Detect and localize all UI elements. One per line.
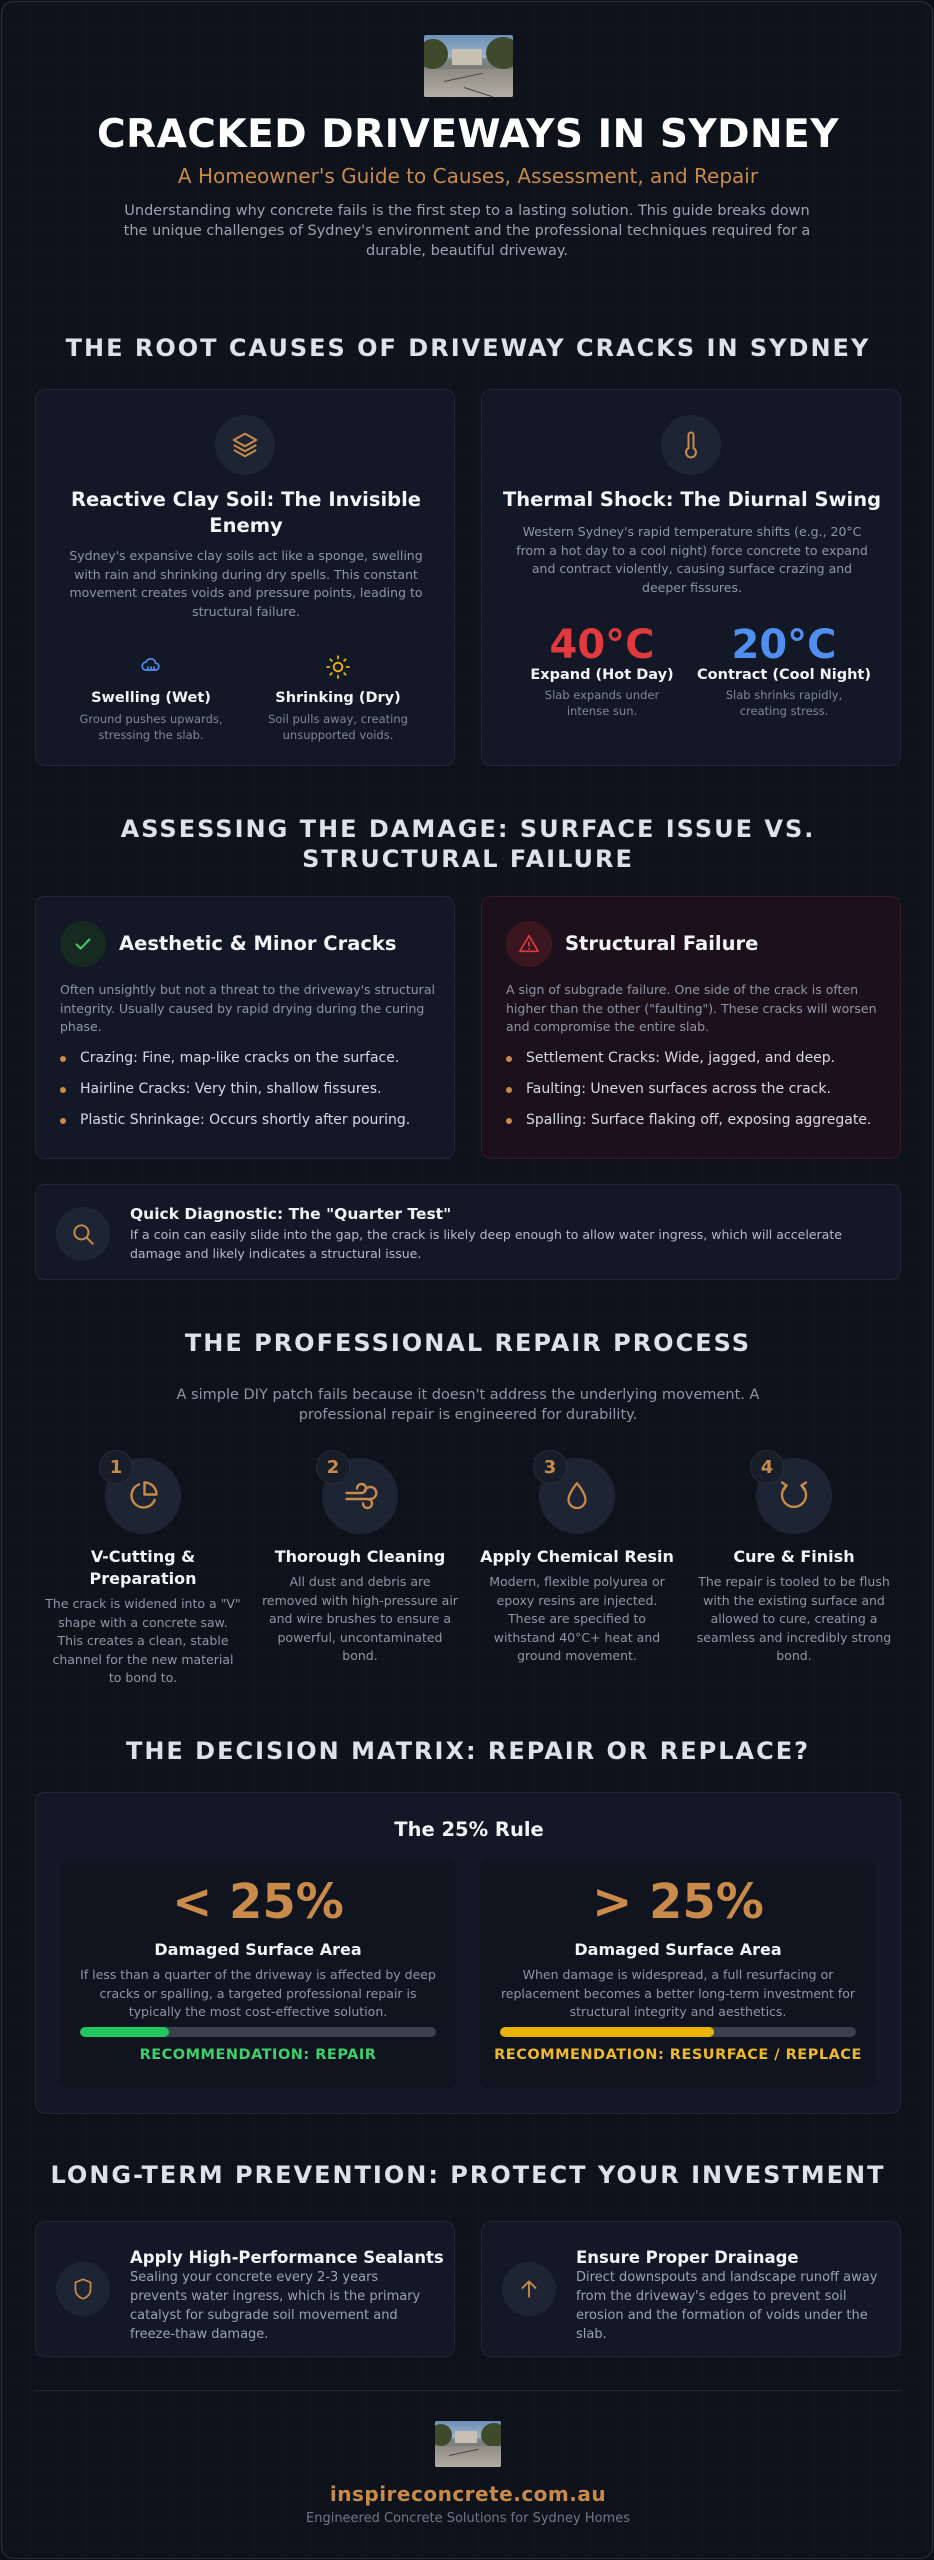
driveway-photo [424, 35, 513, 97]
prevention-section-title: LONG-TERM PREVENTION: PROTECT YOUR INVESTMENT [50, 2161, 886, 2189]
step-text: All dust and debris are removed with high-pressure air and wire brushes to ensure a powerful, uncontaminated bond. [262, 1574, 458, 1663]
repair-step-2 [252, 1450, 468, 1680]
process-section-title: THE PROFESSIONAL REPAIR PROCESS [184, 1329, 752, 1357]
process-intro: A simple DIY patch fails because it doesn't address the underlying movement. A professional repair is engineered for durability. [176, 1387, 760, 1423]
decision-matrix-card [35, 1792, 901, 2114]
arrow-up-icon [502, 2262, 556, 2316]
warning-icon [506, 921, 552, 967]
step-title: Thorough Cleaning [274, 1547, 446, 1566]
step-title: V-Cutting & Preparation [89, 1547, 197, 1588]
clay-soil-card [35, 389, 455, 766]
replace-progress-fill [500, 2027, 714, 2037]
aesthetic-title: Aesthetic & Minor Cracks [119, 932, 397, 955]
shield-icon [56, 2262, 110, 2316]
repair-step-1 [35, 1450, 251, 1685]
step-title: Apply Chemical Resin [480, 1547, 674, 1566]
quarter-test-card [35, 1184, 901, 1280]
drainage-text: Direct downspouts and landscape runoff away from the driveway's edges to prevent soil erosion and the formation of voids under the slab. [576, 2270, 878, 2342]
footer-divider [34, 2390, 902, 2391]
cool-temp-label: Contract (Cool Night) [697, 667, 871, 683]
causes-section-title: THE ROOT CAUSES OF DRIVEWAY CRACKS IN SYDNEY [65, 334, 871, 362]
clay-card-title: Reactive Clay Soil: The Invisible Enemy [70, 488, 422, 537]
footer-website-link[interactable]: inspireconcrete.com.au [329, 2482, 607, 2506]
sealants-title: Apply High-Performance Sealants [130, 2248, 444, 2267]
matrix-section-title: THE DECISION MATRIX: REPAIR OR REPLACE? [125, 1737, 811, 1765]
thermal-card-text: Western Sydney's rapid temperature shifts (e.g., 20°C from a hot day to a cool night) force concrete to expand and contract violently, causing surface crazing and deeper fissures. [516, 524, 868, 595]
quarter-test-text: If a coin can easily slide into the gap, the crack is likely deep enough to allow water ingress, which will accelerate damage and likely indicates a structural issue. [130, 1227, 842, 1261]
footer-tagline: Engineered Concrete Solutions for Sydney Homes [306, 2511, 630, 2526]
step-text: Modern, flexible polyurea or epoxy resins are injected. These are specified to withstand 40°C+ heat and ground movement. [489, 1574, 665, 1663]
cool-temp-value: 20°C [731, 622, 837, 668]
page-subtitle: A Homeowner's Guide to Causes, Assessment, and Repair [177, 164, 759, 188]
step-number-badge: 3 [533, 1450, 567, 1484]
step-title: Cure & Finish [733, 1547, 855, 1566]
repair-subtitle: Damaged Surface Area [154, 1940, 362, 1959]
infographic-page [1, 1, 933, 2559]
replace-option [480, 1860, 876, 2088]
aesthetic-cracks-card: Aesthetic & Minor Cracks Often unsightly but not a threat to the driveway's structural integrity. Usually caused by rapid drying during the curing phase. Crazing: Fine, map-like cracks on the surface. Hairline Cracks: Very thin, shallow fissures. Plastic Shrinkage: Occurs shortly after pouring. [35, 896, 455, 1159]
footer-logo-photo [435, 2421, 501, 2467]
assess-section-title: ASSESSING THE DAMAGE: SURFACE ISSUE VS. STRUCTURAL FAILURE [120, 815, 816, 873]
layers-icon [215, 415, 275, 475]
replace-subtitle: Damaged Surface Area [574, 1940, 782, 1959]
thermal-card-title: Thermal Shock: The Diurnal Swing [502, 488, 882, 511]
step-number-badge: 4 [750, 1450, 784, 1484]
thermal-shock-card [481, 389, 901, 766]
hot-temp-value: 40°C [549, 622, 655, 668]
replace-threshold: > 25% [592, 1874, 764, 1930]
hot-temp-label: Expand (Hot Day) [530, 667, 674, 683]
step-text: The crack is widened into a "V" shape with a concrete saw. This creates a clean, stable channel for the new material to bond to. [45, 1596, 241, 1685]
repair-step-3 [469, 1450, 685, 1680]
rule-title: The 25% Rule [394, 1818, 544, 1841]
hot-temp-text: Slab expands under intense sun. [544, 688, 660, 718]
sun-icon [325, 654, 351, 684]
replace-progress-bar [500, 2027, 856, 2037]
repair-progress-fill [80, 2027, 169, 2037]
check-icon [60, 921, 106, 967]
step-text: The repair is tooled to be flush with the existing surface and allowed to cure, creating a seamless and incredibly strong bond. [696, 1574, 892, 1663]
clay-card-text: Sydney's expansive clay soils act like a sponge, swelling with rain and shrinking during dry spells. This constant movement creates voids and pressure points, leading to structural failure. [69, 548, 423, 619]
step-number-badge: 2 [316, 1450, 350, 1484]
aesthetic-text: Often unsightly but not a threat to the driveway's structural integrity. Usually caused by rapid drying during the curing phase. [60, 982, 435, 1034]
repair-recommendation: RECOMMENDATION: REPAIR [139, 2047, 377, 2063]
drainage-title: Ensure Proper Drainage [576, 2248, 799, 2267]
structural-text: A sign of subgrade failure. One side of the crack is often higher than the other ("faulting"). These cracks will worsen and compromise the entire slab. [506, 982, 877, 1034]
sealants-text: Sealing your concrete every 2-3 years prevents water ingress, which is the primary catalyst for subgrade soil movement and freeze-thaw damage. [130, 2270, 421, 2342]
quarter-test-title: Quick Diagnostic: The "Quarter Test" [130, 1205, 452, 1223]
structural-failure-card: Structural Failure A sign of subgrade failure. One side of the crack is often higher than the other ("faulting"). These cracks will worsen and compromise the entire slab. Settlement Cracks: Wide, jagged, and deep. Faulting: Uneven surfaces across the crack. Spalling: Surface flaking off, exposing aggregate. [481, 896, 901, 1159]
cool-temp-text: Slab shrinks rapidly, creating stress. [725, 688, 843, 718]
swelling-title: Swelling (Wet) [91, 690, 211, 706]
replace-text: When damage is widespread, a full resurfacing or replacement becomes a better long-term investment for structural integrity and aesthetics. [500, 1967, 856, 2019]
structural-title: Structural Failure [565, 932, 759, 955]
thermometer-icon [661, 415, 721, 475]
shrinking-title: Shrinking (Dry) [275, 690, 401, 706]
repair-text: If less than a quarter of the driveway is affected by deep cracks or spalling, a targeted professional repair is typically the most cost-effective solution. [80, 1967, 436, 2019]
replace-recommendation: RECOMMENDATION: RESURFACE / REPLACE [494, 2047, 862, 2063]
page-title: CRACKED DRIVEWAYS IN SYDNEY [96, 112, 840, 157]
page-intro: Understanding why concrete fails is the first step to a lasting solution. This guide breaks down the unique challenges of Sydney's environment and the professional techniques required for a durable, beautiful driveway. [123, 203, 811, 259]
step-number-badge: 1 [99, 1450, 133, 1484]
drainage-card [481, 2221, 901, 2357]
sealants-card [35, 2221, 455, 2357]
repair-option [60, 1860, 456, 2088]
rain-cloud-icon [139, 656, 163, 684]
swelling-text: Ground pushes upwards, stressing the slab. [79, 712, 223, 742]
repair-step-4 [686, 1450, 902, 1680]
search-icon [56, 1207, 110, 1261]
shrinking-text: Soil pulls away, creating unsupported voids. [268, 712, 408, 742]
repair-threshold: < 25% [172, 1874, 344, 1930]
repair-progress-bar [80, 2027, 436, 2037]
